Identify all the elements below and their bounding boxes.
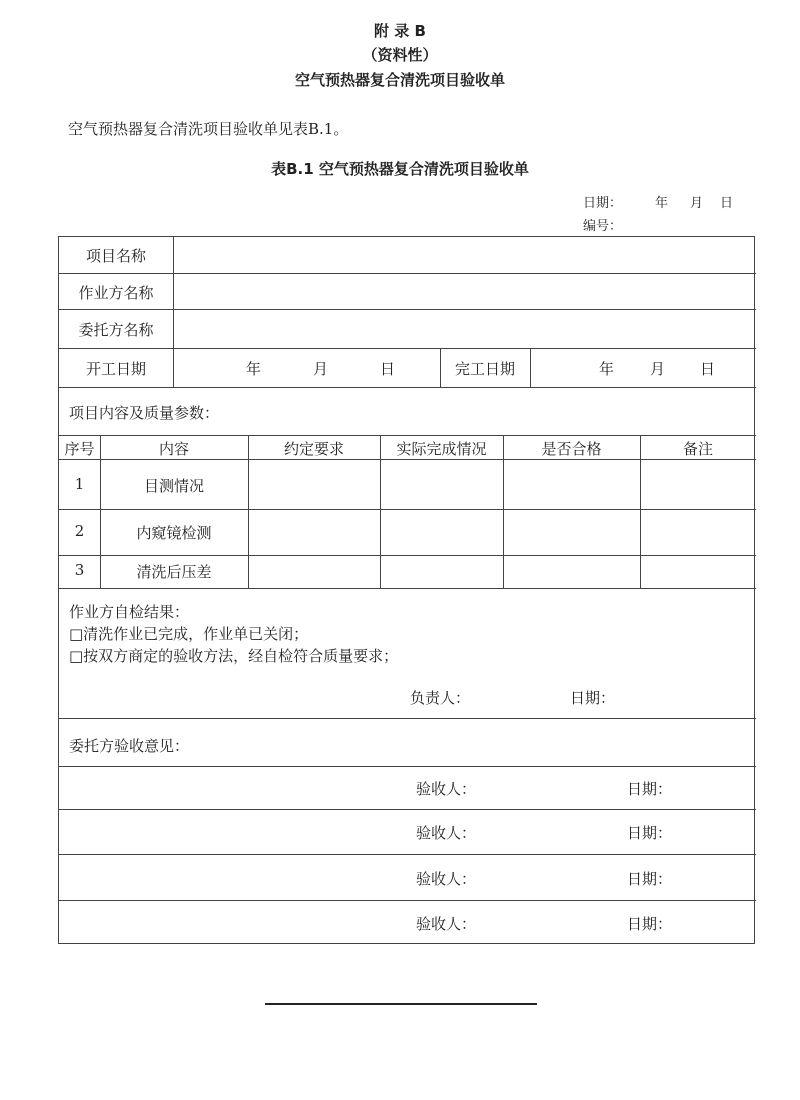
col-header-no: 序号 <box>64 440 95 458</box>
table-caption: 表B.1 空气预热器复合清洗项目验收单 <box>271 160 529 178</box>
start-year: 年 <box>246 360 262 378</box>
intro-text: 空气预热器复合清洗项目验收单见表B.1。 <box>68 120 349 138</box>
col-header-remark: 备注 <box>682 440 713 458</box>
acceptor-label-4: 验收人： <box>416 915 477 933</box>
date-day: 日 <box>720 196 734 211</box>
row-3-no: 3 <box>74 561 85 579</box>
date-month: 月 <box>690 196 704 211</box>
col-header-qualified: 是否合格 <box>541 440 602 458</box>
row-2-no: 2 <box>74 522 85 540</box>
start-month: 月 <box>313 360 329 378</box>
start-date-label: 开工日期 <box>85 360 146 378</box>
client-name-label: 委托方名称 <box>78 321 154 339</box>
col-header-content: 内容 <box>158 440 189 458</box>
appendix-title: 空气预热器复合清洗项目验收单 <box>294 71 505 89</box>
finish-year: 年 <box>599 360 615 378</box>
project-name-field[interactable] <box>179 245 749 267</box>
finish-date-label: 完工日期 <box>454 360 515 378</box>
acceptor-date-2: 日期： <box>627 824 673 842</box>
appendix-nature: （资料性） <box>362 46 438 64</box>
project-name-label: 项目名称 <box>85 247 146 265</box>
self-check-item-2[interactable]: □按双方商定的验收方法，经自检符合质量要求； <box>69 647 399 665</box>
appendix-label: 附 录 B <box>374 22 426 40</box>
row-2-content: 内窥镜检测 <box>136 524 212 542</box>
acceptor-date-4: 日期： <box>627 915 673 933</box>
acceptance-form <box>58 236 755 944</box>
operator-name-label: 作业方名称 <box>78 284 154 302</box>
self-check-title: 作业方自检结果： <box>69 603 190 621</box>
row-1-no: 1 <box>74 475 85 493</box>
acceptor-label-1: 验收人： <box>416 780 477 798</box>
responsible-label: 负责人： <box>410 689 471 707</box>
date-label: 日期： <box>583 196 623 211</box>
client-name-field[interactable] <box>179 318 749 340</box>
row-1-content: 目测情况 <box>143 477 204 495</box>
self-check-item-1[interactable]: □清洗作业已完成，作业单已关闭； <box>69 625 309 643</box>
row-3-content: 清洗后压差 <box>136 563 212 581</box>
finish-month: 月 <box>650 360 666 378</box>
start-day: 日 <box>380 360 396 378</box>
end-rule <box>265 1003 537 1005</box>
self-check-date-label: 日期： <box>570 689 616 707</box>
acceptor-date-3: 日期： <box>627 870 673 888</box>
col-header-requirement: 约定要求 <box>283 440 344 458</box>
acceptor-label-2: 验收人： <box>416 824 477 842</box>
acceptor-label-3: 验收人： <box>416 870 477 888</box>
finish-day: 日 <box>700 360 716 378</box>
operator-name-field[interactable] <box>179 281 749 303</box>
acceptor-date-1: 日期： <box>627 780 673 798</box>
col-header-actual: 实际完成情况 <box>396 440 487 458</box>
content-section-label: 项目内容及质量参数： <box>69 404 220 422</box>
date-year: 年 <box>655 196 669 211</box>
acceptance-title: 委托方验收意见： <box>69 737 190 755</box>
number-label: 编号： <box>583 219 623 234</box>
